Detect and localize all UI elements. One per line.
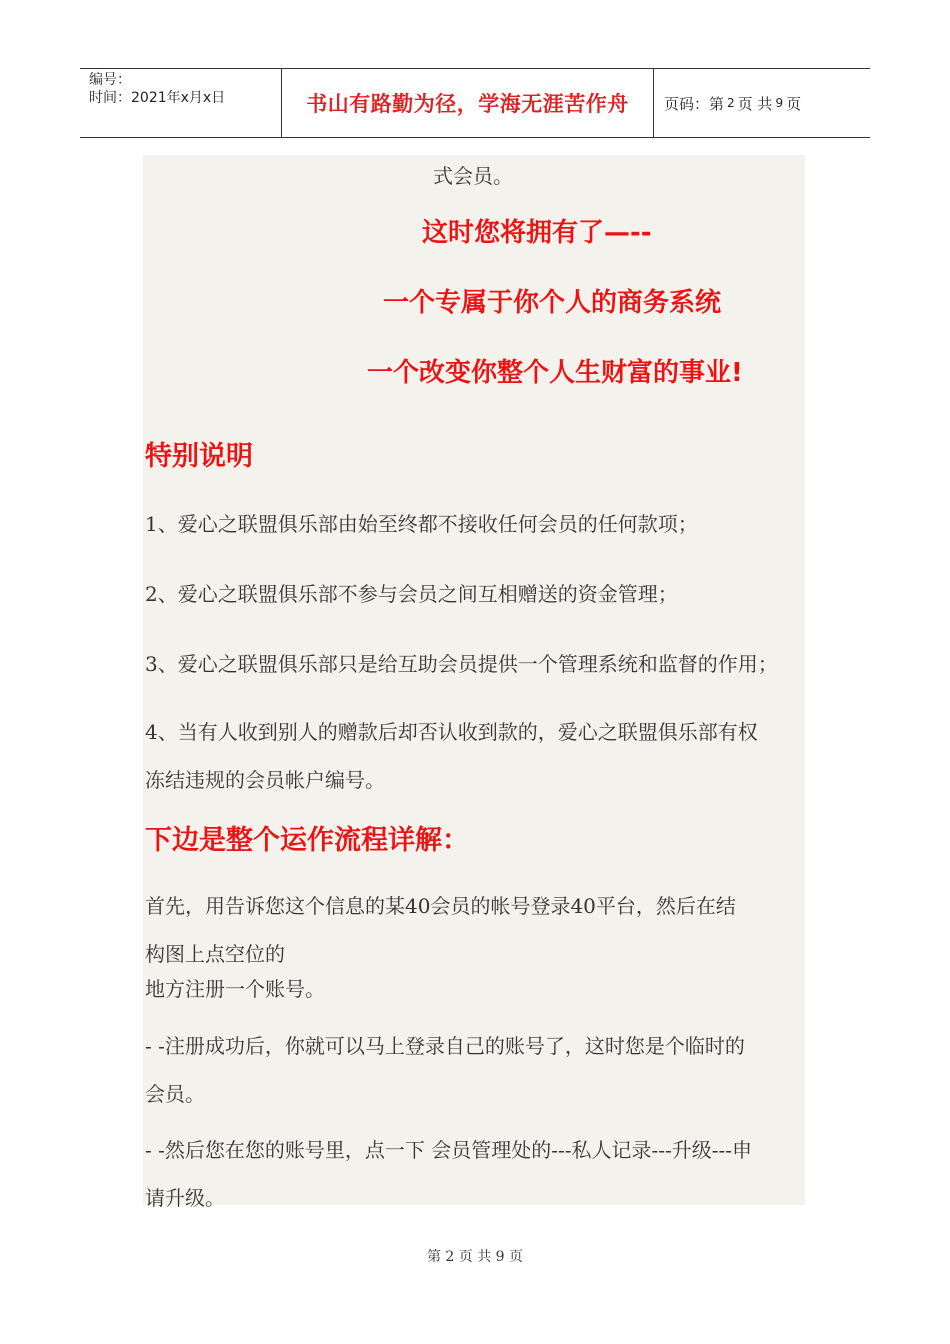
page-current: 2 [727,96,735,110]
header-page-info [654,69,870,137]
item-2: 2、爱心之联盟俱乐部不参与会员之间互相赠送的资金管理； [145,582,678,606]
process-heading: 下边是整个运作流程详解： [145,825,469,856]
number-label: 编号： [89,72,131,88]
highlight-3: 一个改变你整个人生财富的事业! [367,358,743,388]
page-mid: 页 共 [737,94,773,113]
para-3-line-2: 请升级。 [145,1186,225,1210]
para-2-line-1: - -注册成功后，你就可以马上登录自己的账号了，这时您是个临时的 [145,1034,745,1058]
item-4-line-2: 冻结违规的会员帐户编号。 [145,768,385,792]
item-4-line-1: 4、当有人收到别人的赠款后却否认收到款的，爱心之联盟俱乐部有权 [145,720,758,744]
para-2-line-2: 会员。 [145,1082,205,1106]
item-1: 1、爱心之联盟俱乐部由始至终都不接收任何会员的任何款项； [145,512,698,536]
time-label: 时间：2021年x月x日 [89,90,226,106]
header-motto: 书山有路勤为径，学海无涯苦作舟 [282,69,654,137]
special-heading: 特别说明 [145,441,253,472]
header-meta [80,69,282,137]
para-3-line-1: - -然后您在您的账号里，点一下 会员管理处的---私人记录---升级---申 [145,1138,753,1162]
page-label: 页码：第 [664,94,725,113]
page-header [80,68,870,138]
line-top: 式会员。 [433,164,513,188]
page-footer: 第 2 页 共 9 页 [426,1249,524,1265]
para-1-line-1: 首先，用告诉您这个信息的某40会员的帐号登录40平台，然后在结 [145,894,736,918]
page-end: 页 [786,94,802,113]
item-3: 3、爱心之联盟俱乐部只是给互助会员提供一个管理系统和监督的作用； [145,652,778,676]
para-1-line-2: 构图上点空位的 [145,942,285,966]
para-1-line-3: 地方注册一个账号。 [145,977,325,1001]
highlight-2: 一个专属于你个人的商务系统 [383,288,722,318]
highlight-1: 这时您将拥有了—-- [422,218,652,248]
page-total: 9 [775,96,784,110]
